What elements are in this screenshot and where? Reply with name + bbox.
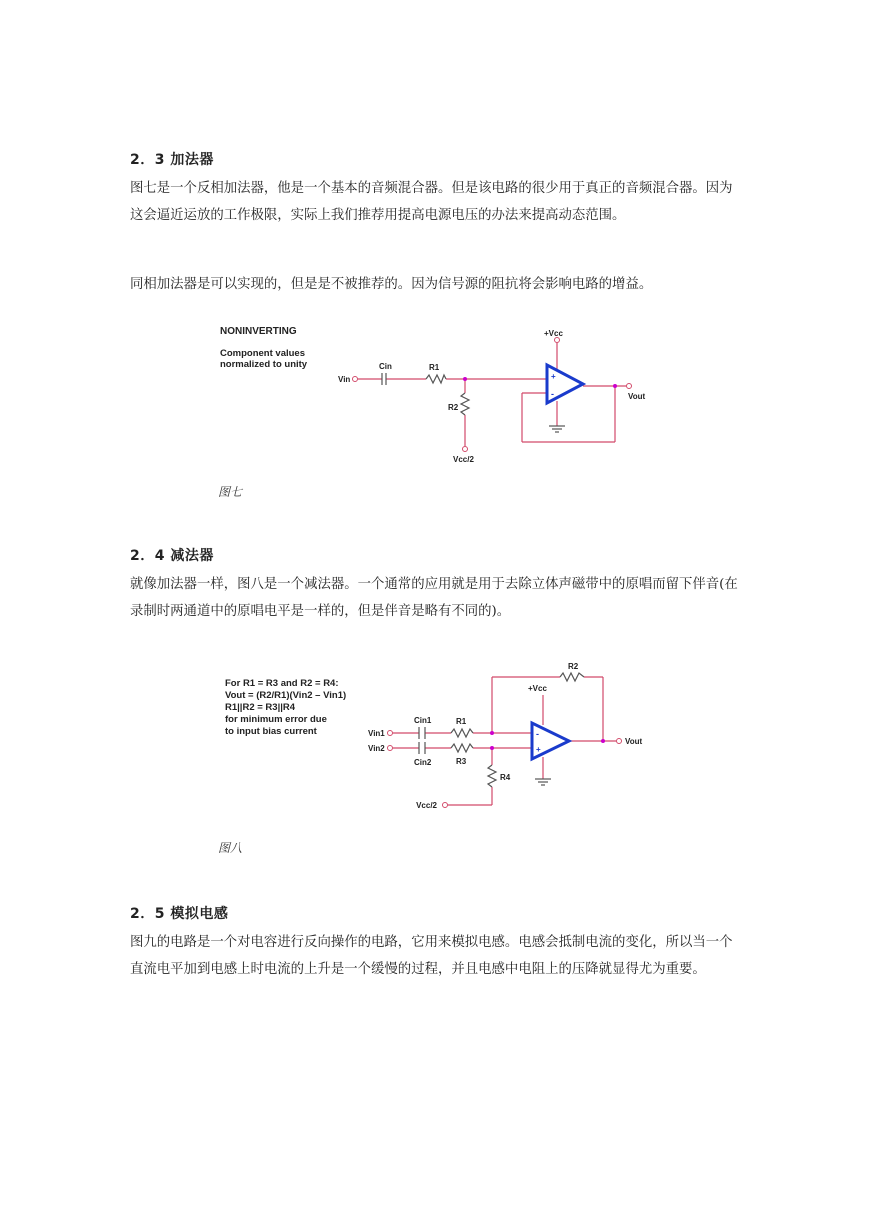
- figure-7-label-vcc: +Vcc: [544, 329, 563, 338]
- figure-7-wires: [358, 343, 626, 446]
- figure-8-label-vcc2: Vcc/2: [416, 801, 437, 810]
- figure-8-opamp-minus: -: [536, 729, 539, 739]
- paragraph-adder-1: 图七是一个反相加法器，他是一个基本的音频混合器。但是该电路的很少用于真正的音频混合器。因为这会逼近运放的工作极限，实际上我们推荐用提高电源电压的办法来提高动态范围。: [130, 181, 733, 223]
- figure-8-label-r3: R3: [456, 757, 467, 766]
- figure-8-note-line-1: For R1 = R3 and R2 = R4:: [225, 678, 339, 689]
- figure-8-note-line-5: to input bias current: [225, 726, 317, 737]
- figure-7-label-r1: R1: [429, 363, 440, 372]
- figure-8-label-cin1: Cin1: [414, 716, 432, 725]
- figure-8-note-line-2: Vout = (R2/R1)(Vin2 – Vin1): [225, 690, 347, 701]
- figure-8-components: [419, 673, 584, 787]
- figure-8-wires: [393, 677, 616, 805]
- figure-8-label-cin2: Cin2: [414, 758, 432, 767]
- figure-8-opamp-plus: +: [536, 745, 541, 754]
- figure-8-caption: 图八: [218, 841, 243, 855]
- figure-7-components: [382, 373, 565, 432]
- figure-7-label-cin: Cin: [379, 362, 392, 371]
- figure-8-label-vin1: Vin1: [368, 729, 385, 738]
- figure-7-terminals: [353, 338, 632, 452]
- figure-8-label-r4: R4: [500, 773, 511, 782]
- figure-8-note-line-4: for minimum error due: [225, 714, 327, 725]
- section-heading-adder: 2．3 加法器: [130, 152, 214, 168]
- section-heading-subtractor: 2．4 减法器: [130, 548, 214, 564]
- figure-7-opamp-plus: +: [551, 372, 556, 381]
- figure-7-noninverting-adder-schematic: [210, 318, 660, 468]
- figure-7-label-r2: R2: [448, 403, 459, 412]
- figure-8-terminals: [388, 731, 622, 808]
- figure-8-label-r1: R1: [456, 717, 467, 726]
- figure-7-label-vin: Vin: [338, 375, 351, 384]
- figure-7-note-line-2: normalized to unity: [220, 359, 308, 370]
- figure-7-caption: 图七: [218, 485, 243, 499]
- figure-7-label-vout: Vout: [628, 392, 646, 401]
- figure-8-label-vcc: +Vcc: [528, 684, 547, 693]
- figure-7-label-vcc2: Vcc/2: [453, 455, 474, 464]
- figure-7-opamp-minus: -: [551, 389, 554, 399]
- figure-8-label-r2: R2: [568, 662, 579, 671]
- figure-7-title: NONINVERTING: [220, 326, 297, 337]
- paragraph-simulated-inductor-1: 图九的电路是一个对电容进行反向操作的电路，它用来模拟电感。电感会抵制电流的变化，所以当一个直流电平加到电感上时电流的上升是一个缓慢的过程，并且电感中电阻上的压降就显得尤为重要。: [130, 935, 733, 977]
- figure-8-label-vout: Vout: [625, 737, 643, 746]
- section-heading-simulated-inductor: 2．5 模拟电感: [130, 906, 229, 922]
- figure-8-label-vin2: Vin2: [368, 744, 385, 753]
- paragraph-adder-2: 同相加法器是可以实现的，但是是不被推荐的。因为信号源的阻抗将会影响电路的增益。: [130, 277, 653, 292]
- figure-8-note-line-3: R1||R2 = R3||R4: [225, 702, 296, 713]
- figure-8-subtractor-schematic: [215, 655, 660, 815]
- paragraph-subtractor-1: 就像加法器一样，图八是一个减法器。一个通常的应用就是用于去除立体声磁带中的原唱而留下伴音(在录制时两通道中的原唱电平是一样的，但是伴音是略有不同的)。: [130, 577, 738, 619]
- figure-7-note-line-1: Component values: [220, 348, 305, 359]
